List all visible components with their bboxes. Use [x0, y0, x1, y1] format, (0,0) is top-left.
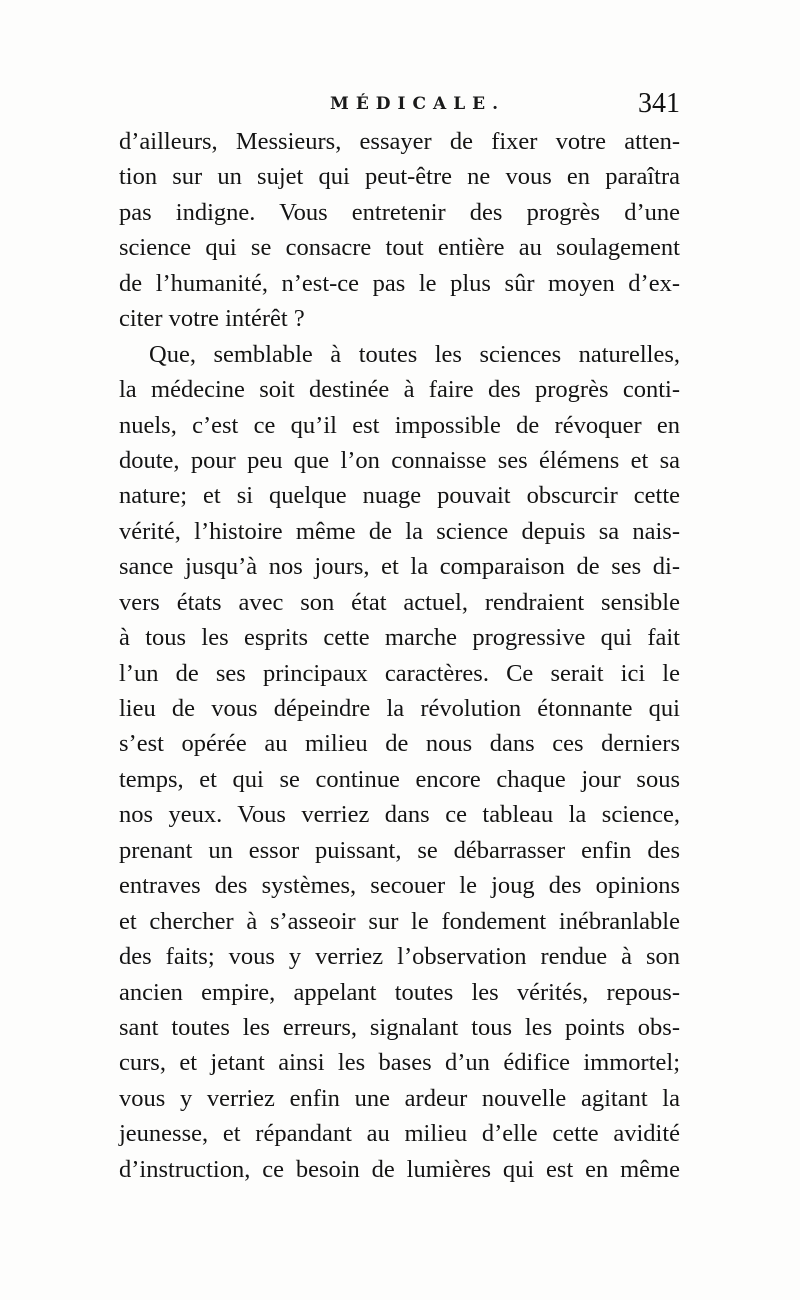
text-line: d’instruction, ce besoin de lumières qui est en même [119, 1155, 680, 1183]
text-line: l’un de ses principaux caractères. Ce serait ici le [119, 659, 680, 687]
text-line: vers états avec son état actuel, rendraient sensible [119, 588, 680, 616]
text-line: curs, et jetant ainsi les bases d’un édifice immortel; [119, 1049, 680, 1077]
text-line: science qui se consacre tout entière au soulagement [119, 234, 680, 262]
text-line: nos yeux. Vous verriez dans ce tableau la science, [119, 801, 680, 829]
paragraph [119, 337, 680, 1188]
text-line: sance jusqu’à nos jours, et la comparaison de ses di- [119, 553, 680, 581]
text-line: doute, pour peu que l’on connaisse ses élémens et sa [119, 446, 680, 474]
text-line: lieu de vous dépeindre la révolution étonnante qui [119, 695, 680, 722]
text-line: et chercher à s’asseoir sur le fondement inébranlable [119, 907, 680, 935]
text-line: la médecine soit destinée à faire des progrès conti- [119, 376, 680, 404]
text-line: ancien empire, appelant toutes les vérités, repous- [119, 978, 680, 1006]
text-line: nuels, c’est ce qu’il est impossible de révoquer en [119, 411, 680, 439]
text-line: vérité, l’histoire même de la science depuis sa nais- [119, 517, 680, 545]
text-line: temps, et qui se continue encore chaque jour sous [119, 765, 680, 793]
page-number: 341 [638, 88, 680, 119]
text-line: citer votre intérêt ? [119, 305, 305, 333]
text-line: à tous les esprits cette marche progressive qui fait [119, 624, 680, 652]
text-line: tion sur un sujet qui peut-être ne vous en paraîtra [119, 163, 680, 191]
text-line: d’ailleurs, Messieurs, essayer de fixer votre atten- [119, 128, 680, 155]
text-line: de l’humanité, n’est-ce pas le plus sûr moyen d’ex- [119, 269, 680, 297]
text-line: sant toutes les erreurs, signalant tous les points obs- [119, 1013, 680, 1041]
running-title: MÉDICALE. [330, 94, 506, 114]
text-line: vous y verriez enfin une ardeur nouvelle agitant la [119, 1084, 680, 1112]
text-line: pas indigne. Vous entretenir des progrès d’une [119, 198, 680, 226]
text-line: jeunesse, et répandant au milieu d’elle cette avidité [119, 1120, 680, 1148]
text-line: s’est opérée au milieu de nous dans ces derniers [119, 730, 680, 758]
text-line: Que, semblable à toutes les sciences naturelles, [149, 340, 680, 368]
running-head [120, 88, 680, 128]
body-text [119, 124, 680, 1187]
text-line: prenant un essor puissant, se débarrasser enfin des [119, 836, 680, 864]
text-line: entraves des systèmes, secouer le joug des opinions [119, 872, 680, 900]
text-line: des faits; vous y verriez l’observation rendue à son [119, 943, 680, 971]
text-line: nature; et si quelque nuage pouvait obscurcir cette [119, 482, 680, 510]
paragraph [119, 124, 680, 337]
